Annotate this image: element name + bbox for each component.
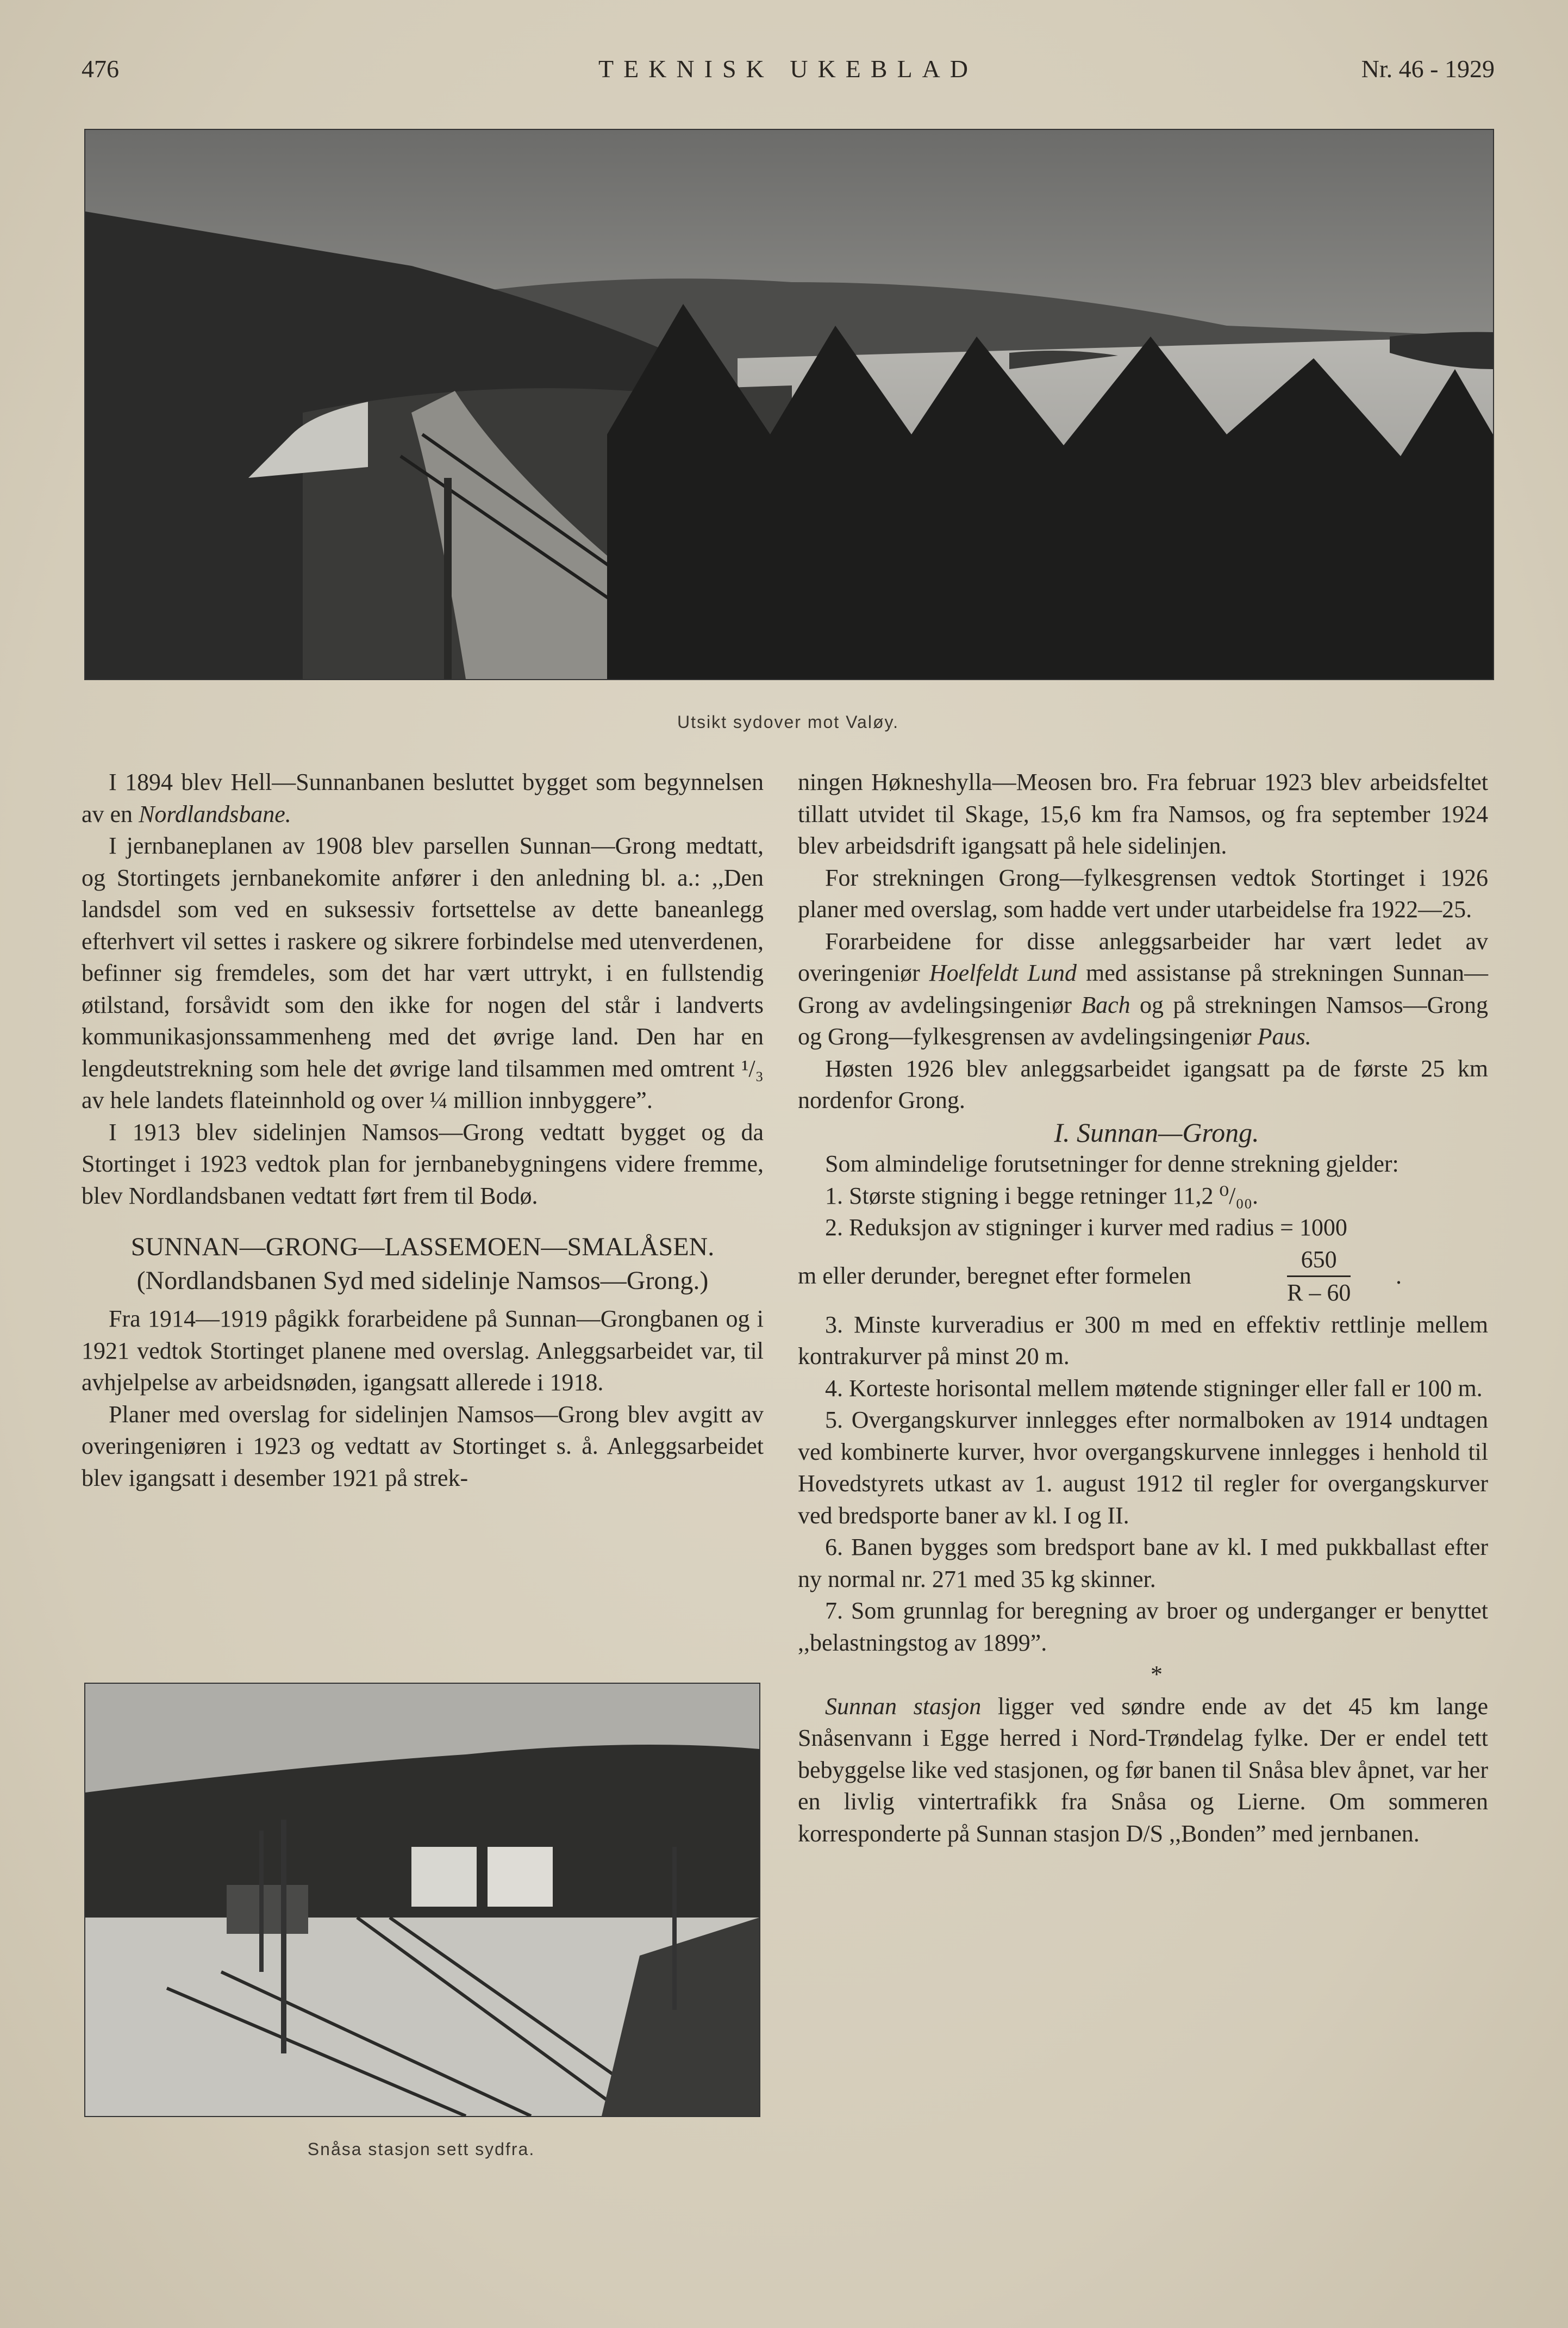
- list-item-3: 3. Minste kurveradius er 300 m med en effektiv rettlinje mellem kontrakurver på minst 20 m.: [798, 1311, 1488, 1370]
- right-paragraph-1: ningen Høkneshylla—Meosen bro. Fra februar 1923 blev arbeidsfeltet tillatt utvidet til Skage, 15,6 km fra Namsos, og fra september 1924 blev arbeidsdrift igangsatt på hele sidelinjen.: [798, 769, 1488, 859]
- photo-top-landscape: [84, 129, 1494, 680]
- list-item-2-continued: m eller derunder, beregnet efter formelen: [798, 1262, 1191, 1289]
- engineer-name-1: Hoelfeldt Lund: [929, 960, 1077, 986]
- left-column: [82, 767, 764, 1494]
- station-illustration: [85, 1684, 759, 2116]
- right-paragraph-4: Høsten 1926 blev anleggsarbeidet igangsatt pa de første 25 km nordenfor Grong.: [798, 1055, 1488, 1113]
- formula-line: m eller derunder, beregnet efter formelen $\frac{650}{R - 60}$ .: [798, 1244, 1488, 1309]
- right-column: [798, 767, 1488, 1850]
- page-number: 476: [82, 55, 119, 83]
- left-paragraph-1: I 1894 blev Hell—Sunnanbanen besluttet bygget som begynnelsen av en Nordlandsbane.: [82, 769, 764, 827]
- right-paragraph-2: For strekningen Grong—fylkesgrensen vedtok Stortinget i 1926 planer med overslag, som hadde vert under utarbeidelse fra 1922—25.: [798, 864, 1488, 923]
- section-heading-1: SUNNAN—GRONG—LASSEMOEN—SMALÅSEN.: [130, 1233, 715, 1261]
- formula-denominator: R – 60: [1287, 1279, 1351, 1306]
- landscape-illustration: [85, 130, 1493, 679]
- photo-bottom-station: [84, 1683, 760, 2117]
- list-item-1: 1. Største stigning i begge retninger 11,2 ⁰/₀₀.: [825, 1182, 1259, 1209]
- section-heading-2: (Nordlandsbanen Syd med sidelinje Namsos—Grong.): [136, 1266, 709, 1295]
- engineer-name-3: Paus.: [1257, 1023, 1311, 1050]
- list-item-4: 4. Korteste horisontal mellem møtende stigninger eller fall er 100 m.: [825, 1374, 1483, 1402]
- list-item-2: 2. Reduksjon av stigninger i kurver med radius = 1000: [825, 1214, 1347, 1241]
- right-paragraph-6: Sunnan stasjon ligger ved søndre ende av det 45 km lange Snåsenvann i Egge herred i Nord-Trøndelag fylke. Der er endel tett bebyggelse like ved stasjonen, og før banen til Snåsa blev åpnet, var her en livlig vintertrafikk fra Snåsa og Lierne. Om sommeren korresponderte på Sunnan stasjon D/S ,,Bonden” med jernbanen.: [798, 1692, 1488, 1847]
- photo-bottom-caption: Snåsa stasjon sett sydfra.: [307, 2139, 535, 2159]
- left-paragraph-3: I 1913 blev sidelinjen Namsos—Grong vedtatt bygget og da Stortinget i 1923 vedtok plan for jernbanebygningens videre fremme, blev Nordlandsbanen vedtatt ført frem til Bodø.: [82, 1118, 764, 1209]
- left-paragraph-4: Fra 1914—1919 pågikk forarbeidene på Sunnan—Grongbanen og i 1921 vedtok Stortinget planene med overslag. Anleggsarbeidet var, til avhjelpelse av arbeidsnøden, igangsatt allerede i 1918.: [82, 1305, 764, 1396]
- page-header: [82, 54, 1495, 98]
- photo-top-caption: Utsikt sydover mot Valøy.: [677, 712, 899, 732]
- section-title-sunnan-grong: I. Sunnan—Grong.: [1054, 1117, 1259, 1148]
- list-item-6: 6. Banen bygges som bredsport bane av kl. I med pukkballast efter ny normal nr. 271 med 35 kg skinner.: [798, 1534, 1488, 1592]
- journal-title: TEKNISK UKEBLAD: [598, 55, 978, 83]
- left-paragraph-2: I jernbaneplanen av 1908 blev parsellen Sunnan—Grong medtatt, og Stortingets jernbanekomite anfører i den anledning bl. a.: ,,Den landsdel som ved en suksessiv fortsettelse av dette baneanlegg efterhvert vil settes i raskere og sikrere forbindelse med utenverdenen, befinner sig fremdeles, som det har vært uttrykt, i en fullstendig øtilstand, forsåvidt som den ikke for nogen del står i landverts kommunikasjonssammenheng med det øvrige land. Den har en lengdeutstrekning som hele det øvrige land tilsammen med omtrent ¹/₃ av hele landets flateinnhold og over ¼ million innbyggere”.: [82, 832, 764, 1113]
- right-paragraph-5: Som almindelige forutsetninger for denne strekning gjelder:: [825, 1150, 1399, 1177]
- right-paragraph-3: Forarbeidene for disse anleggsarbeider har vært ledet av overingeniør Hoelfeldt Lund med assistanse på strekningen Sunnan—Grong av avdelingsingeniør Bach og på strekningen Namsos—Grong og Grong—fylkesgrensen av avdelingsingeniør Paus.: [798, 928, 1489, 1050]
- sunnan-stasjon-italic: Sunnan stasjon: [825, 1692, 982, 1720]
- section-separator-star: *: [1151, 1661, 1163, 1688]
- left-paragraph-5: Planer med overslag for sidelinjen Namsos—Grong blev avgitt av overingeniøren i 1923 og vedtatt av Stortinget s. å. Anleggsarbeidet blev igangsatt i desember 1921 på strek-: [82, 1400, 764, 1491]
- list-item-5: 5. Overgangskurver innlegges efter normalboken av 1914 undtagen ved kombinerte kurver, hvor overgangskurvene innlegges i henhold til Hovedstyrets utkast av 1. august 1912 til regler for overgangskurver ved bredsporte baner av kl. I og II.: [798, 1406, 1488, 1529]
- engineer-name-2: Bach: [1081, 991, 1130, 1018]
- formula-numerator: 650: [1287, 1244, 1351, 1278]
- list-item-7: 7. Som grunnlag for beregning av broer og underganger er benyttet ,,belastningstog av 1899”.: [798, 1597, 1488, 1656]
- formula-fraction: [1287, 1244, 1351, 1309]
- nordlandsbane-italic: Nordlandsbane.: [139, 800, 291, 827]
- issue-number: Nr. 46 - 1929: [1361, 55, 1495, 83]
